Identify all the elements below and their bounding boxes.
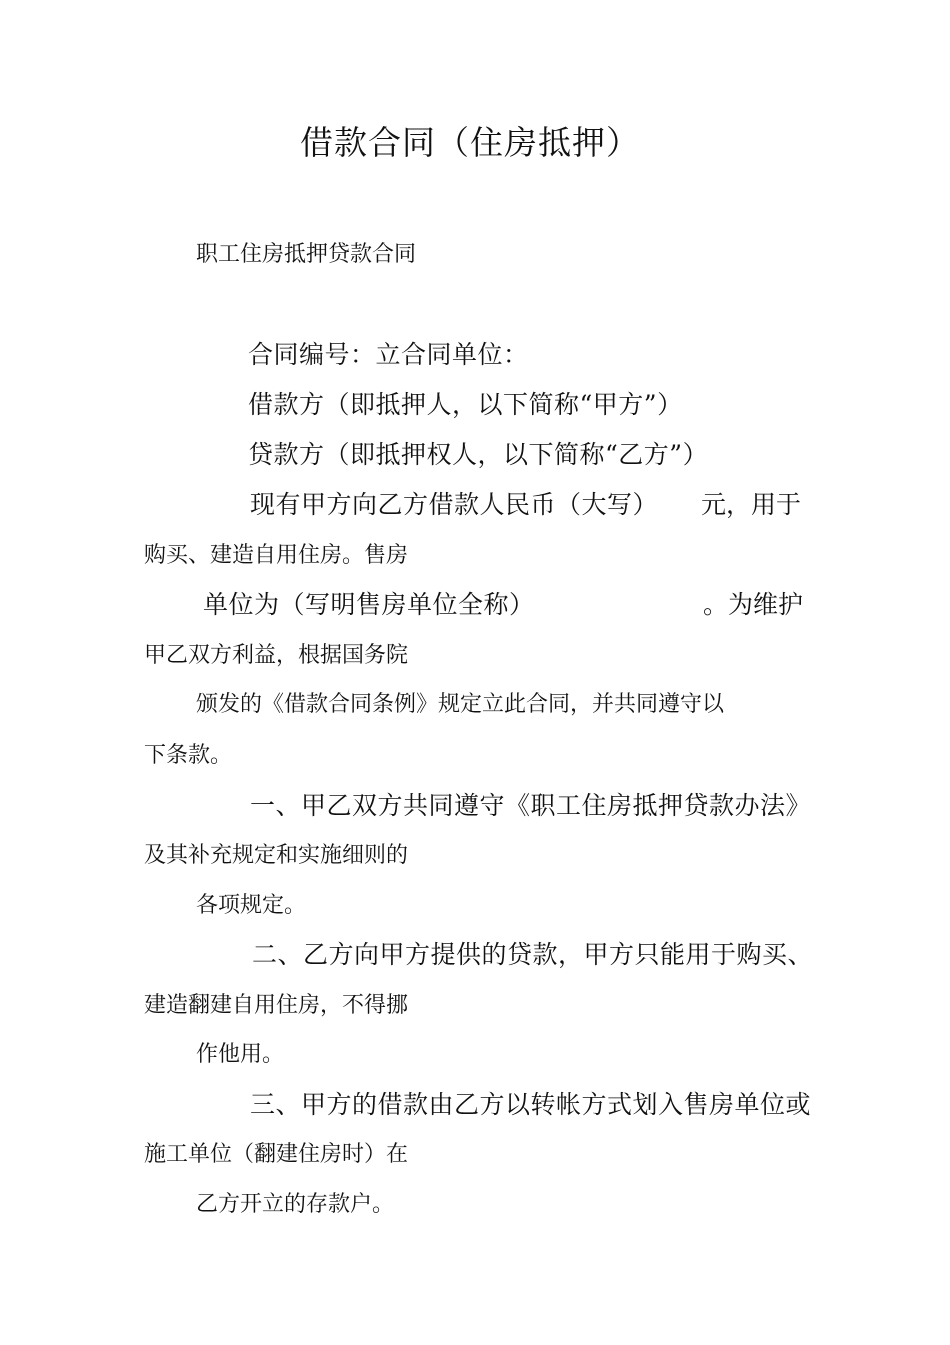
article-two-cont-1: 建造翻建自用住房，不得挪 bbox=[144, 993, 409, 1018]
article-one-cont-2: 各项规定。 bbox=[196, 893, 307, 918]
article-two-line: 二、乙方向甲方提供的贷款，甲方只能用于购买、 bbox=[252, 940, 814, 969]
article-one-line: 一、甲乙双方共同遵守《职工住房抵押贷款办法》 bbox=[250, 791, 812, 820]
regulation-line: 颁发的《借款合同条例》规定立此合同，并共同遵守以 bbox=[196, 692, 725, 717]
contract-number-line: 合同编号：立合同单位： bbox=[248, 340, 529, 369]
purpose-line: 购买、建造自用住房。售房 bbox=[144, 543, 409, 568]
loan-amount-line-end: 元，用于 bbox=[701, 490, 802, 519]
seller-unit-line: 单位为（写明售房单位全称） bbox=[203, 590, 535, 619]
loan-amount-line: 现有甲方向乙方借款人民币（大写） bbox=[250, 490, 659, 519]
lender-line: 贷款方（即抵押权人，以下简称“乙方”） bbox=[248, 440, 709, 469]
article-one-cont-1: 及其补充规定和实施细则的 bbox=[144, 843, 409, 868]
seller-unit-line-end: 。为维护 bbox=[703, 590, 804, 619]
document-title: 借款合同（住房抵押） bbox=[300, 123, 640, 162]
article-three-cont-2: 乙方开立的存款户。 bbox=[196, 1192, 395, 1217]
interest-line: 甲乙双方利益，根据国务院 bbox=[144, 643, 409, 668]
article-three-cont-1: 施工单位（翻建住房时）在 bbox=[144, 1142, 409, 1167]
article-two-cont-2: 作他用。 bbox=[196, 1042, 285, 1067]
terms-line: 下条款。 bbox=[144, 743, 233, 768]
borrower-line: 借款方（即抵押人，以下简称“甲方”） bbox=[248, 390, 683, 419]
article-three-line: 三、甲方的借款由乙方以转帐方式划入售房单位或 bbox=[250, 1090, 812, 1119]
document-subtitle: 职工住房抵押贷款合同 bbox=[196, 242, 417, 267]
